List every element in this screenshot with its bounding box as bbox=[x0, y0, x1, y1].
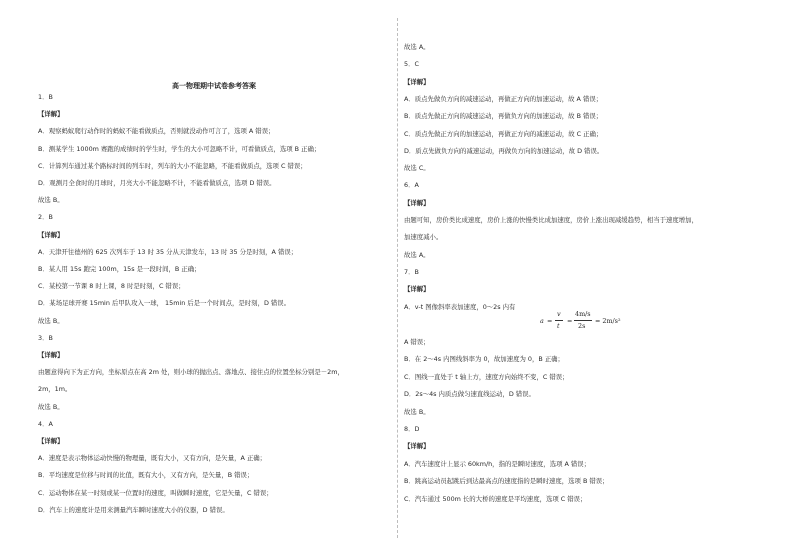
answer-line: A．质点先做负方向的减速运动，再做正方向的加速运动，故 A 错误； bbox=[404, 94, 603, 103]
formula-numerator-1: v bbox=[557, 310, 561, 318]
answer-line: D．汽车上的速度计是用来测量汽车瞬时速度大小的仪器，D 错误。 bbox=[38, 505, 229, 514]
formula-denominator-1: t bbox=[557, 322, 560, 330]
answer-line: 6．A bbox=[404, 181, 419, 190]
formula-rhs: = 2m/s² bbox=[595, 317, 621, 325]
answer-line: 7．B bbox=[404, 267, 419, 276]
formula-equals-2: = bbox=[567, 317, 573, 325]
answer-line: 3．B bbox=[38, 333, 53, 342]
formula-equals-1: = bbox=[547, 317, 553, 325]
answer-line: B．平均速度是位移与时间的比值，既有大小，又有方向，是矢量，B 错误； bbox=[38, 471, 254, 480]
answer-line: 故选 B。 bbox=[404, 407, 430, 416]
formula-numerator-2: 4m/s bbox=[575, 310, 591, 318]
section-heading: 【详解】 bbox=[404, 77, 430, 86]
answer-line: C．某校第一节课 8 时上课，8 时是时刻，C 错误； bbox=[38, 282, 185, 291]
answer-line: B．跳高运动员起跳后到达最高点的速度指的是瞬时速度，选项 B 错误； bbox=[404, 477, 609, 486]
page-title: 高一物理期中试卷参考答案 bbox=[172, 82, 256, 90]
section-heading: 【详解】 bbox=[38, 110, 64, 119]
answer-line: 故选 A。 bbox=[404, 250, 430, 259]
answer-line: 故选 A。 bbox=[404, 43, 430, 51]
answer-line: B．某人用 15s 跑完 100m，15s 是一段时间，B 正确； bbox=[38, 265, 201, 273]
answer-line: 加速度减小。 bbox=[404, 233, 443, 242]
answer-line: A．天津开往德州的 625 次列车于 13 时 35 分从天津发车，13 时 35 分是时刻，A 错误； bbox=[38, 247, 298, 256]
answer-line: A．速度是表示物体运动快慢的物理量，既有大小，又有方向，是矢量，A 正确； bbox=[38, 454, 267, 463]
answer-line: 1．B bbox=[38, 93, 53, 101]
answer-line: B．测某学生 1000m 赛跑的成绩时的学生时，学生的大小可忽略不计，可看做质点，选项 B 正确； bbox=[38, 144, 321, 153]
answer-line: 由题可知，房价类比成速度，房价上涨的快慢类比成加速度，房价上涨出现减缓趋势，相当于速度增加， bbox=[404, 216, 698, 224]
answer-line: C．图线一直处于 t 轴上方，速度方向始终不变，C 错误； bbox=[404, 372, 569, 381]
answer-line: 故选 B。 bbox=[38, 402, 64, 411]
section-heading: 【详解】 bbox=[38, 230, 64, 239]
section-heading: 【详解】 bbox=[38, 437, 64, 445]
answer-line: A．观察蚂蚁爬行动作时的蚂蚁不能看做质点，否则就没动作可言了，选项 A 错误； bbox=[38, 127, 275, 136]
section-heading: 【详解】 bbox=[404, 442, 430, 451]
answer-line: C．汽车通过 500m 长的大桥的速度是平均速度，选项 C 错误； bbox=[404, 494, 587, 503]
answer-line: A．v-t 图像斜率表加速度，0～2s 内有 bbox=[404, 302, 516, 311]
answer-line: 5．C bbox=[404, 60, 419, 69]
section-heading: 【详解】 bbox=[404, 198, 430, 207]
answer-line: C．计算列车通过某个路标时间的列车时，列车的大小不能忽略，不能看做质点，选项 C 错误； bbox=[38, 161, 307, 170]
answer-line: A 错误； bbox=[404, 338, 430, 346]
section-heading: 【详解】 bbox=[38, 351, 64, 359]
answer-line: C．质点先做正方向的加速运动，再做正方向的减速运动，故 C 正确； bbox=[404, 129, 603, 138]
answer-line: A．汽车速度计上显示 60km/h，指的是瞬时速度，选项 A 错误； bbox=[404, 459, 591, 468]
answer-line: 4．A bbox=[38, 419, 53, 428]
answer-line: D．观测月全食时的月球时，月亮大小不能忽略不计，不能看做质点，选项 D 错误。 bbox=[38, 179, 276, 187]
acceleration-formula bbox=[540, 310, 630, 332]
section-heading: 【详解】 bbox=[404, 285, 430, 294]
formula-lhs: a bbox=[540, 317, 544, 325]
answer-line: D．某场足球开赛 15min 后甲队攻入一球， 15min 后是一个时间点，是时刻，D 错误。 bbox=[38, 299, 291, 308]
fraction-bar-2 bbox=[574, 320, 592, 321]
answer-line: B．质点先做正方向的减速运动，再做负方向的加速运动，故 B 错误； bbox=[404, 112, 603, 121]
answer-line: 故选 C。 bbox=[404, 164, 430, 173]
answer-line: C．运动物体在某一时刻或某一位置时的速度，叫做瞬时速度，它是矢量，C 错误； bbox=[38, 488, 273, 497]
answer-line: 故选 B。 bbox=[38, 196, 64, 205]
formula-denominator-2: 2s bbox=[578, 322, 586, 330]
fraction-bar-1 bbox=[555, 320, 563, 321]
answer-line: 由题意得向下为正方向，坐标原点在高 2m 处，则小球的抛出点、落地点、接住点的位置坐标分别是－2m， bbox=[38, 368, 344, 377]
answer-line: D．质点先做负方向的减速运动，再做负方向的加速运动，故 D 错误。 bbox=[404, 146, 604, 155]
answer-line: B．在 2～4s 内图线斜率为 0，故加速度为 0，B 正确； bbox=[404, 355, 564, 364]
answer-line: 2m，1m。 bbox=[38, 385, 72, 394]
column-divider bbox=[397, 18, 398, 538]
answer-line: 8．D bbox=[404, 425, 420, 433]
answer-line: 2．B bbox=[38, 213, 53, 222]
answer-line: D．2s～4s 内质点做匀速直线运动，D 错误。 bbox=[404, 390, 535, 399]
answer-line: 故选 B。 bbox=[38, 316, 64, 325]
